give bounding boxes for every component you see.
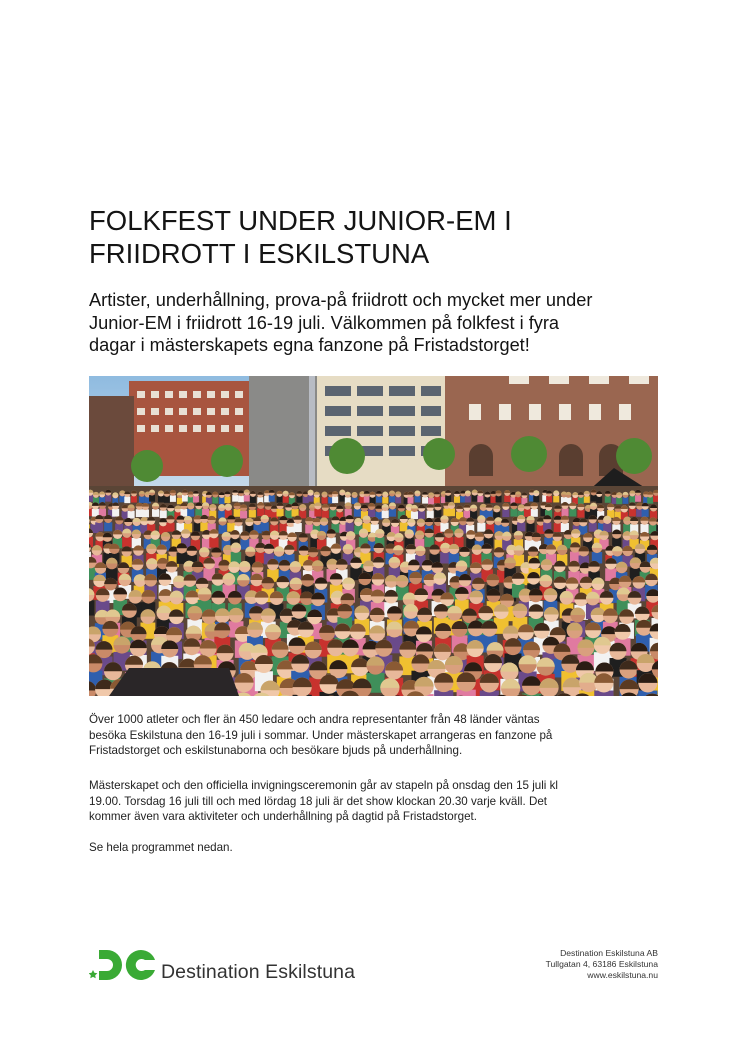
crowd-shirt [472, 495, 478, 502]
crowd-shirt [219, 497, 225, 504]
crowd-shirt [554, 523, 562, 532]
p1-line-1: Över 1000 atleter och fler än 450 ledare och andra representanter från 48 länder väntas [89, 713, 540, 726]
p1-line-2: besöka Eskilstuna den 16-19 juli i sommar. Under mästerskapet arrangeras en fanzone på [89, 728, 553, 742]
crowd-shirt [283, 496, 289, 503]
crowd-shirt [382, 497, 388, 504]
crowd-shirt [160, 510, 167, 518]
crowd-shirt [322, 510, 329, 518]
crowd-shirt [477, 496, 483, 503]
crowd-shirt [465, 496, 471, 503]
crowd-shirt [605, 496, 611, 503]
crowd-shirt [193, 496, 199, 503]
crowd-shirt [209, 537, 218, 547]
p2-line-2: 19.00. Torsdag 16 juli till och med lördag 18 juli är det show klockan 20.30 varje kväll. Det [89, 794, 547, 808]
crowd-shirt [428, 498, 434, 505]
crowd-shirt [105, 495, 111, 502]
body-paragraph-1 [89, 712, 669, 759]
crowd-shirt [596, 496, 602, 503]
crowd-shirt [411, 511, 418, 519]
crowd-shirt [533, 496, 539, 503]
crowd-shirt [124, 497, 130, 504]
crowd-shirt [285, 510, 292, 518]
crowd-shirt [269, 495, 275, 502]
crowd-shirt [339, 495, 345, 502]
crowd-shirt [249, 510, 256, 518]
crowd-shirt [212, 497, 218, 504]
crowd-shirt [89, 600, 94, 615]
crowd-shirt [376, 496, 382, 503]
crowd-shirt [510, 509, 517, 517]
crowd-shirt [152, 509, 159, 517]
crowd-shirt [642, 509, 649, 517]
crowd-shirt [653, 495, 658, 502]
crowd-shirt [308, 495, 314, 502]
crowd-shirt [616, 498, 622, 505]
address-company: Destination Eskilstuna AB [560, 948, 658, 958]
crowd-shirt [95, 522, 103, 531]
crowd-shirt [395, 497, 401, 504]
crowd-shirt [526, 523, 534, 532]
crowd-shirt [139, 496, 145, 503]
crowd-shirt [182, 495, 188, 502]
crowd-shirt [277, 496, 283, 503]
crowd-shirt [292, 509, 299, 517]
crowd-shirt [261, 522, 269, 531]
crowd-shirt [166, 523, 174, 532]
crowd-photo [89, 376, 658, 696]
crowd-shirt [629, 509, 636, 517]
crowd-shirt [131, 496, 137, 503]
lead-line-3: dagar i mästerskapets egna fanzone på Fristadstorget! [89, 335, 530, 355]
crowd-shirt [136, 509, 143, 517]
crowd-shirt [346, 522, 354, 531]
crowd-shirt [517, 522, 525, 531]
crowd-shirt [187, 509, 194, 517]
crowd-shirt [577, 510, 584, 518]
crowd-shirt [463, 511, 470, 519]
crowd-shirt [589, 523, 597, 532]
crowd-shirt [445, 495, 451, 502]
p2-line-3: kommer även vara aktiviteter och underhållning på dagtid på Fristadstorget. [89, 810, 477, 823]
crowd-shirt [427, 511, 434, 519]
crowd-shirt [224, 497, 230, 504]
crowd-shirt [112, 509, 119, 517]
address-website[interactable]: www.eskilstuna.nu [587, 970, 658, 980]
crowd-shirt [244, 495, 250, 502]
footer-address [546, 948, 658, 981]
body-paragraph-2 [89, 778, 669, 825]
crowd-shirt [496, 496, 502, 503]
crowd-shirt [238, 496, 244, 503]
crowd-shirt [296, 496, 302, 503]
crowd-shirt [164, 496, 170, 503]
crowd-shirt [502, 509, 509, 517]
crowd-shirt [414, 496, 420, 503]
crowd-shirt [180, 509, 187, 517]
p2-line-1: Mästerskapet och den officiella invigningsceremonin går av stapeln på onsdag den 15 juli kl [89, 779, 558, 792]
crowd-shirt [128, 511, 135, 519]
crowd-shirt [422, 497, 428, 504]
crowd-shirt [149, 495, 155, 502]
crowd-shirt [490, 496, 496, 503]
crowd-shirt [524, 509, 531, 517]
page-title [89, 204, 669, 270]
lead-line-1: Artister, underhållning, prova-på friidrott och mycket mer under [89, 290, 593, 310]
crowd-shirt [515, 497, 521, 504]
crowd-shirt [294, 523, 302, 532]
crowd-shirt [569, 509, 576, 517]
crowd-shirt [553, 496, 559, 503]
lead-paragraph [89, 289, 669, 357]
crowd-shirt [484, 497, 490, 504]
crowd-shirt [382, 510, 389, 518]
crowd-shirt [89, 495, 93, 502]
crowd-shirt [400, 522, 408, 531]
crowd-shirt [640, 524, 648, 533]
de-logo-icon [89, 948, 157, 982]
crowd-shirt [232, 495, 238, 502]
crowd-shirt [504, 495, 510, 502]
crowd-shirt [195, 509, 202, 517]
crowd-shirt [231, 552, 241, 563]
crowd-shirt [104, 522, 112, 531]
lead-line-2: Junior-EM i friidrott 16-19 juli. Välkommen på folkfest i fyra [89, 312, 560, 333]
crowd-shirt [250, 496, 256, 503]
crowd-shirt [622, 497, 628, 504]
crowd-shirt [418, 511, 425, 519]
crowd-shirt [142, 509, 149, 517]
crowd-shirt [546, 496, 552, 503]
address-street: Tullgatan 4, 63186 Eskilstuna [545, 959, 658, 969]
crowd-shirt [584, 496, 590, 503]
crowd-shirt [364, 496, 370, 503]
crowd-shirt [629, 496, 635, 503]
crowd-shirt [448, 508, 455, 516]
crowd-shirt [170, 495, 176, 502]
crowd-shirt [122, 537, 131, 547]
crowd-shirt [277, 509, 284, 517]
crowd-shirt [240, 511, 247, 519]
crowd-shirt [332, 496, 338, 503]
crowd-shirt [647, 497, 653, 504]
logo-text: Destination Eskilstuna [161, 961, 356, 983]
crowd-shirt [218, 511, 225, 519]
crowd-shirt [389, 509, 396, 517]
crowd-shirt [158, 496, 164, 503]
p3-line-1: Se hela programmet nedan. [89, 841, 233, 854]
title-line-1: FOLKFEST UNDER JUNIOR-EM I [89, 205, 512, 236]
body-paragraph-3 [89, 840, 669, 856]
crowd-shirt [578, 497, 584, 504]
crowd-shirt [591, 495, 597, 502]
crowd-shirt [434, 510, 441, 518]
crowd-shirt [650, 511, 657, 519]
crowd-shirt [322, 497, 328, 504]
crowd-shirt [257, 508, 264, 516]
crowd-shirt [454, 496, 460, 503]
crowd-shirt [635, 495, 641, 502]
crowd-shirt [354, 509, 361, 517]
crowd-shirt [434, 497, 440, 504]
crowd-shirt [531, 509, 538, 517]
crowd-shirt [234, 509, 241, 517]
crowd-shirt [368, 509, 375, 517]
crowd-shirt [369, 497, 375, 504]
p1-line-3: Fristadstorget och eskilstunaborna och besökare bjuds på underhållning. [89, 744, 463, 757]
crowd-shirt [477, 523, 485, 532]
crowd-shirt [561, 508, 568, 516]
crowd-shirt [314, 509, 321, 517]
destination-eskilstuna-logo [89, 944, 389, 984]
crowd-shirt [408, 497, 414, 504]
title-line-2: FRIIDROTT I ESKILSTUNA [89, 238, 430, 269]
crowd-shirt [389, 496, 395, 503]
